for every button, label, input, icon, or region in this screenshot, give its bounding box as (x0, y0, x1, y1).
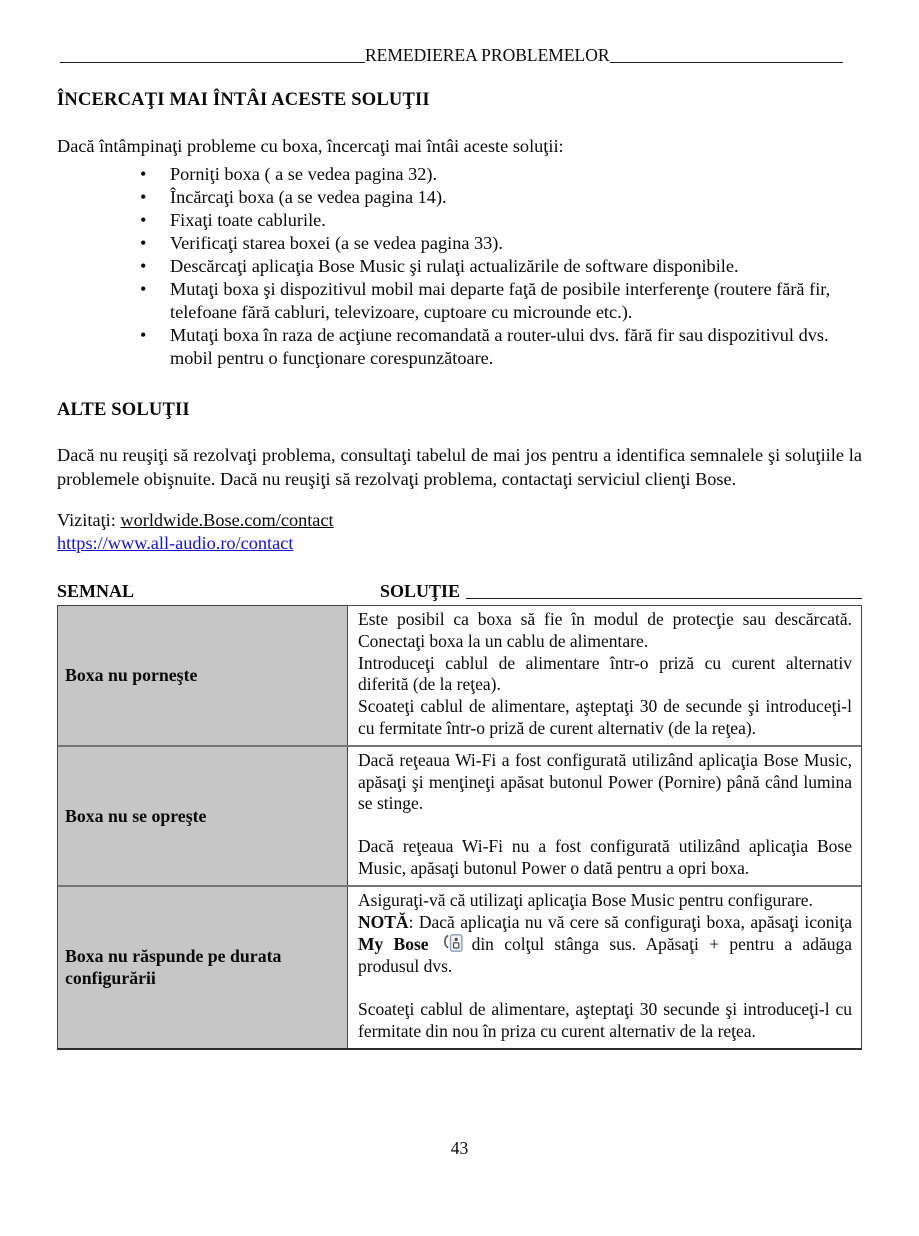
solution-cell (348, 606, 861, 745)
bullet-icon: • (140, 210, 147, 230)
list-item (57, 324, 862, 370)
list-item-text: Porniţi boxa ( a se vedea pagina 32). (170, 164, 438, 184)
solution-paragraph: Scoateţi cablul de alimentare, aşteptaţi 30 de secunde şi introduceţi-l cu fermitate într-o priză de curent alternativ (de la reţea). (358, 696, 852, 738)
signal-label: Boxa nu porneşte (65, 665, 198, 686)
bose-contact-link[interactable]: worldwide.Bose.com/contact (120, 510, 334, 530)
bullet-icon: • (140, 164, 147, 184)
note-text: : Dacă aplicaţia nu vă cere să configuraţi boxa, apăsaţi iconiţa (408, 911, 852, 932)
header-tail-rule (466, 598, 862, 599)
solution-paragraph: Introduceţi cablul de alimentare într-o priză cu curent alternativ diferită (de la reţea). (358, 652, 852, 695)
first-solutions-bullet-list (57, 163, 862, 370)
solution-cell (348, 747, 861, 885)
troubleshooting-table (57, 605, 862, 1050)
signal-cell (58, 606, 348, 745)
all-audio-contact-link[interactable]: https://www.all-audio.ro/contact (57, 532, 294, 553)
blank-line (358, 815, 852, 836)
running-header (60, 46, 843, 65)
note-label: NOTĂ (358, 911, 409, 932)
table-row (58, 745, 861, 885)
my-bose-speaker-icon (441, 933, 464, 953)
visit-line (57, 509, 862, 532)
note-continuation: din colţul stânga sus. Apăsaţi + pentru a adăuga produsul dvs. (358, 934, 852, 977)
other-solutions-body: Dacă nu reuşiţi să rezolvaţi problema, consultaţi tabelul de mai jos pentru a identifica semnalele şi soluţiile la problemele obişnuite. Dacă nu reuşiţi să rezolvaţi problema, contactaţi serviciul clienţi Bose. (57, 445, 862, 489)
list-item (57, 209, 862, 232)
table-row (58, 606, 861, 745)
page-content (57, 90, 862, 1050)
list-item-text: Mutaţi boxa în raza de acţiune recomandată a router-ului dvs. fără fir sau dispozitivul dvs. mobil pentru o funcţionare corespunzătoare. (170, 325, 829, 368)
table-row (58, 885, 861, 1048)
bullet-icon: • (140, 233, 147, 253)
page-number: 43 (450, 1138, 469, 1158)
list-item (57, 232, 862, 255)
list-item (57, 186, 862, 209)
solution-paragraph: Dacă reţeaua Wi-Fi a fost configurată utilizând aplicaţia Bose Music, apăsaţi şi menţineţi apăsat butonul Power (Pornire) până când lumina se stinge. (358, 749, 852, 814)
solution-paragraph: Asiguraţi-vă că utilizaţi aplicaţia Bose Music pentru configurare. (358, 889, 813, 910)
bullet-icon: • (140, 325, 147, 345)
section-title-first-solutions: ÎNCERCAŢI MAI ÎNTÂI ACESTE SOLUŢII (57, 90, 430, 110)
list-item-text: Descărcaţi aplicaţia Bose Music şi rulaţi actualizările de software disponibile. (170, 256, 739, 276)
column-header-semnal: SEMNAL (57, 581, 135, 601)
secondary-link-line (57, 532, 862, 555)
my-bose-label: My Bose (358, 934, 429, 955)
list-item-text: Fixaţi toate cablurile. (170, 210, 326, 230)
list-item (57, 255, 862, 278)
list-item-text: Mutaţi boxa şi dispozitivul mobil mai departe faţă de posibile interferenţe (routere fără fir, telefoane fără cabluri, televizoare, cuptoare cu microunde etc.). (170, 279, 831, 322)
solution-note-paragraph (358, 912, 852, 978)
header-underline-right (610, 62, 843, 63)
solution-paragraph: Este posibil ca boxa să fie în modul de protecţie sau descărcată. Conectaţi boxa la un cablu de alimentare. (358, 609, 852, 651)
list-item-text: Verificaţi starea boxei (a se vedea pagina 33). (170, 233, 503, 253)
solution-paragraph: Dacă reţeaua Wi-Fi nu a fost configurată utilizând aplicaţia Bose Music, apăsaţi butonul Power o dată pentru a opri boxa. (358, 836, 852, 878)
table-header-row (57, 580, 862, 601)
list-item (57, 163, 862, 186)
contact-links (57, 509, 862, 554)
first-solutions-intro: Dacă întâmpinaţi probleme cu boxa, încercaţi mai întâi aceste soluţii: (57, 136, 564, 156)
solution-cell (348, 887, 861, 1048)
solution-paragraph: Scoateţi cablul de alimentare, aşteptaţi 30 secunde şi introduceţi-l cu fermitate din nou în priza cu curent alternativ de la reţea. (358, 998, 852, 1041)
running-header-title: REMEDIEREA PROBLEMELOR (365, 45, 610, 65)
bullet-icon: • (140, 187, 147, 207)
signal-label: Boxa nu răspunde pe durata configurării (65, 946, 282, 989)
bullet-icon: • (140, 279, 147, 299)
header-underline-left (60, 62, 365, 63)
section-title-other-solutions: ALTE SOLUŢII (57, 400, 190, 420)
signal-label: Boxa nu se opreşte (65, 805, 207, 826)
list-item-text: Încărcaţi boxa (a se vedea pagina 14). (170, 187, 447, 207)
column-header-solutie: SOLUŢIE (380, 581, 461, 601)
bullet-icon: • (140, 256, 147, 276)
signal-cell (58, 887, 348, 1048)
visit-label: Vizitaţi: (57, 510, 116, 530)
list-item (57, 278, 862, 324)
blank-line (358, 978, 852, 999)
signal-cell (58, 747, 348, 885)
